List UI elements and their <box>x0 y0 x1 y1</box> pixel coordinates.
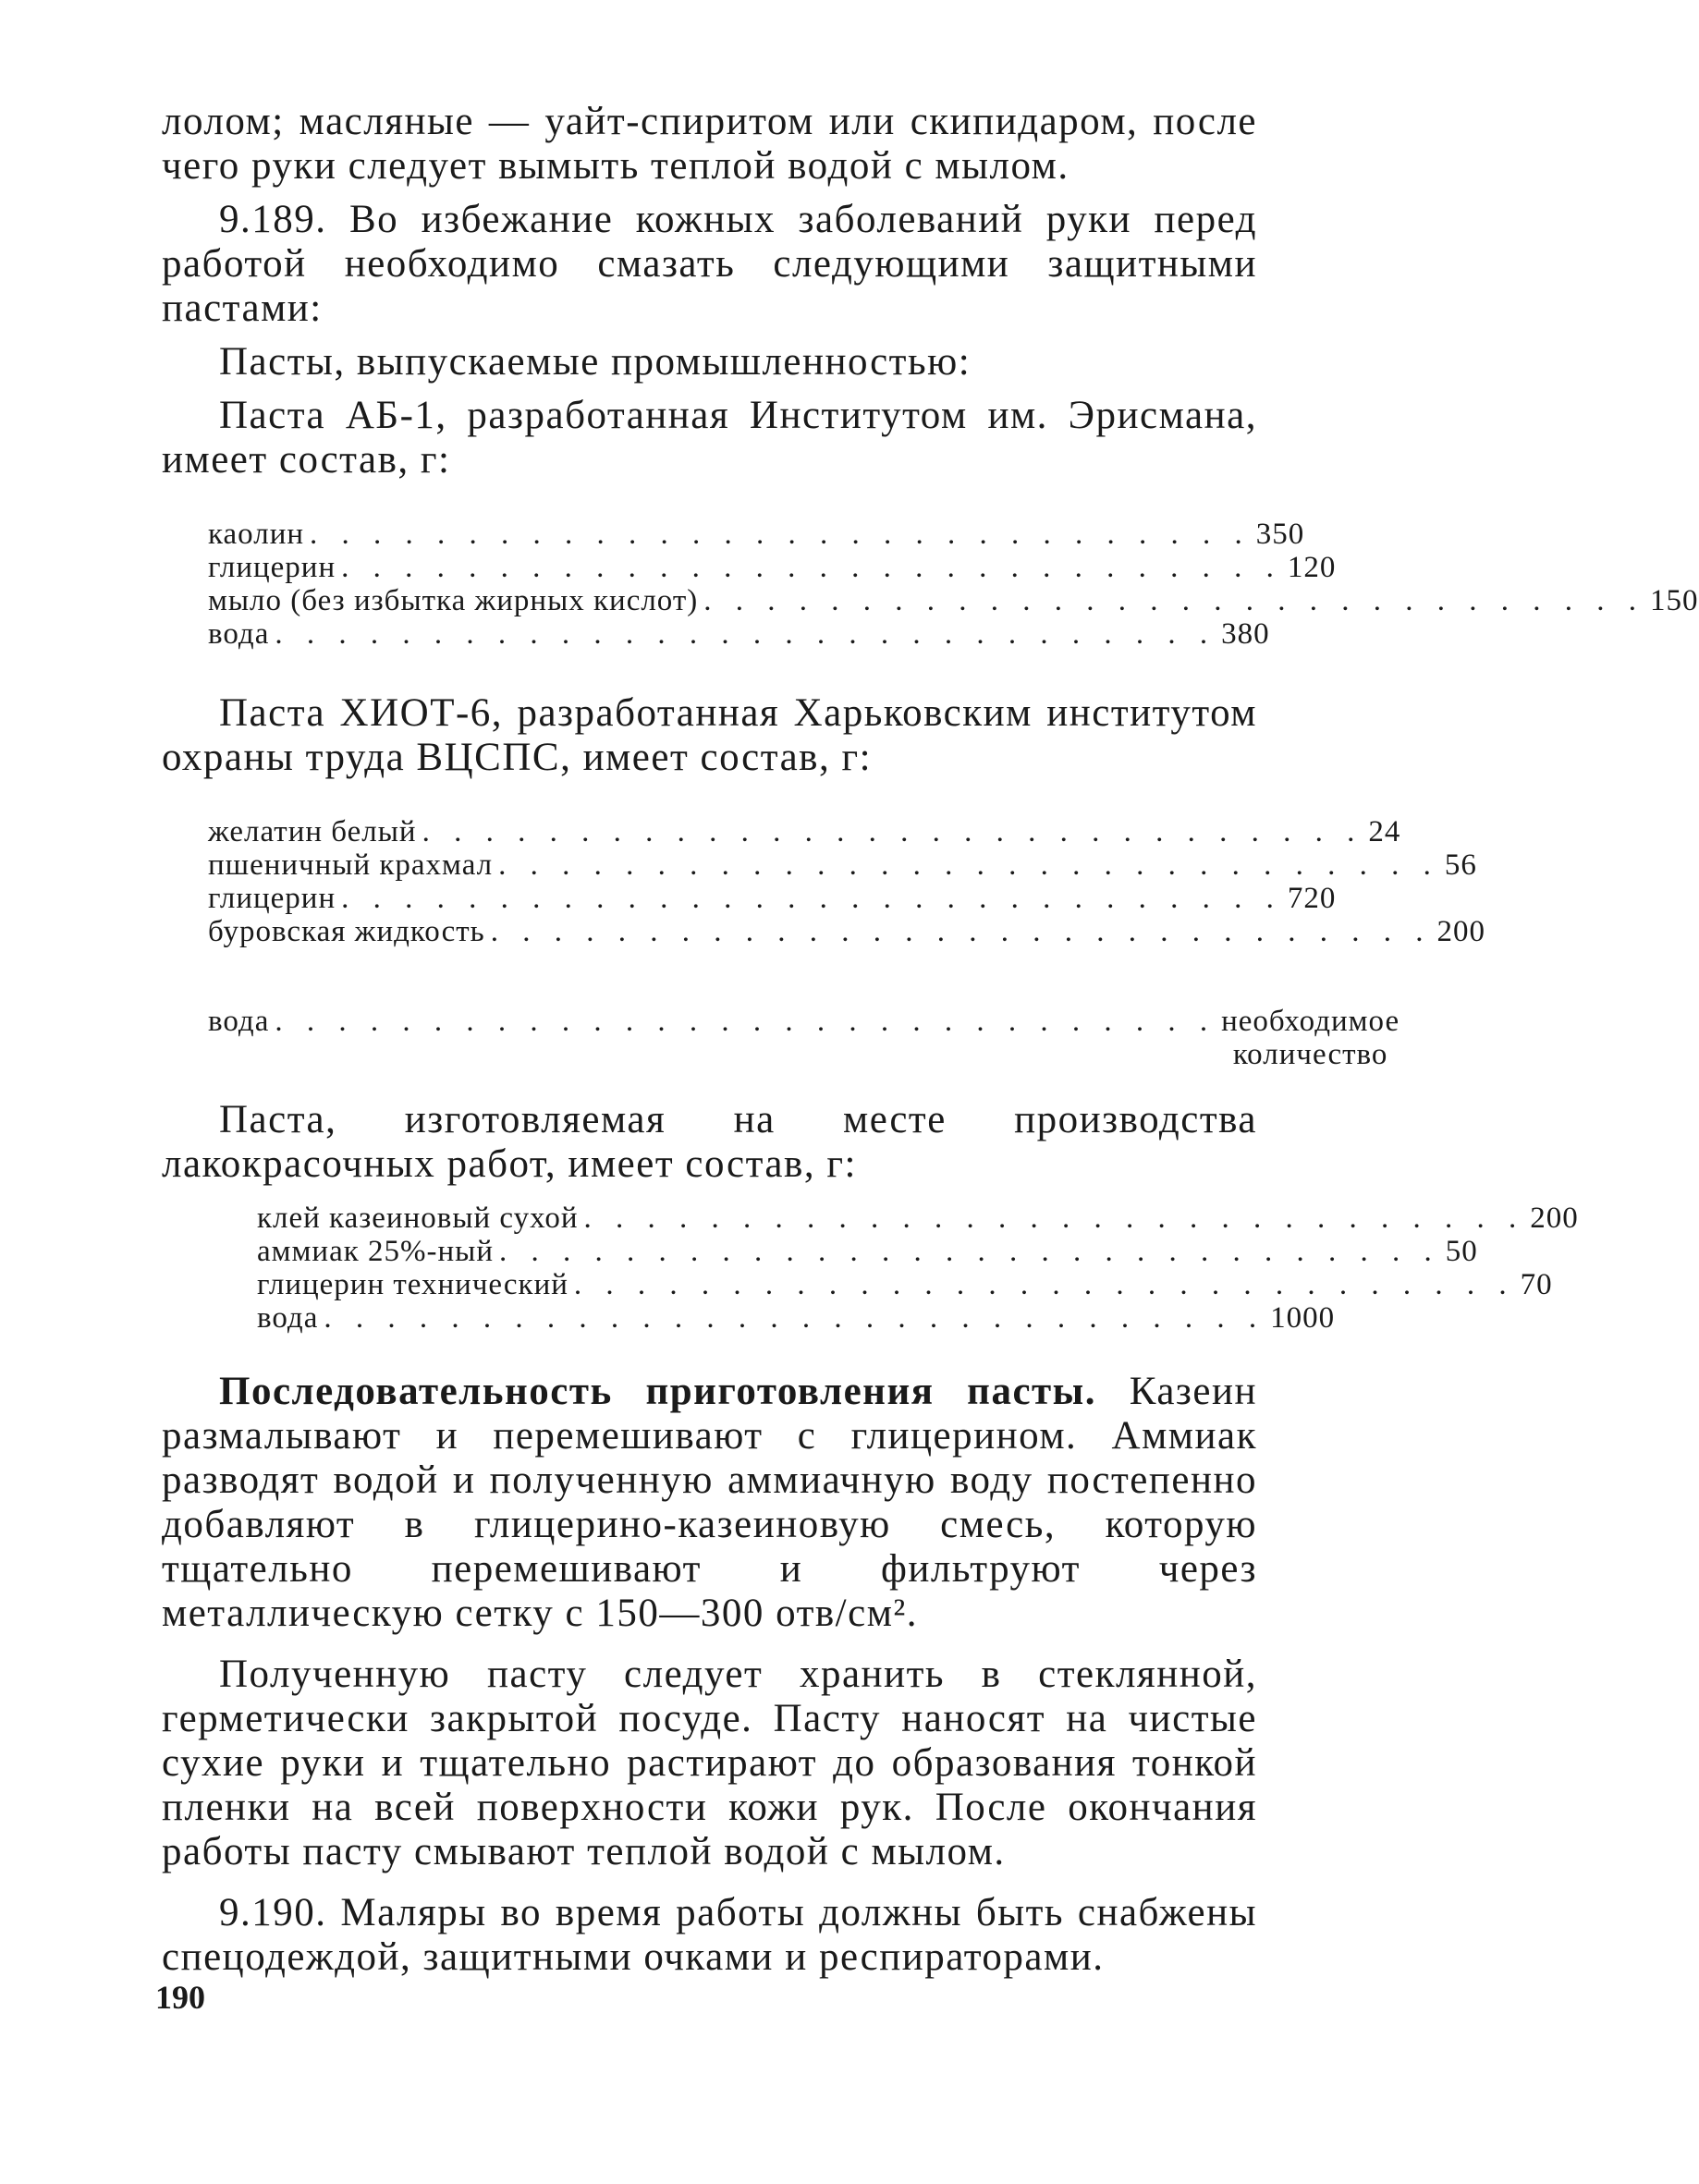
ingredient-amount: 150 <box>1650 584 1699 617</box>
ingredient-name: глицерин <box>208 551 336 584</box>
table-row <box>208 551 1337 584</box>
ingredient-name: глицерин технический <box>257 1268 568 1301</box>
ingredient-amount: 70 <box>1520 1268 1553 1301</box>
ingredient-name: глицерин <box>208 882 336 915</box>
paragraph-paste-ab1: Паста АБ-1, разработанная Институтом им. Эрисмана, имеет состав, г: <box>162 394 1257 482</box>
leader-dots: . . . . . . . . . . . . . . . . . . . . . . . . . . . . . . <box>324 1301 1265 1335</box>
table-row <box>208 815 1401 848</box>
paragraph-paste-hiot6: Паста ХИОТ-6, разработанная Харьковским институтом охраны труда ВЦСПС, имеет состав, г: <box>162 691 1257 779</box>
ingredient-name: вода <box>257 1301 319 1335</box>
leader-dots: . . . . . . . . . . . . . . . . . . . . . . . . . . . . . . <box>422 815 1363 848</box>
paragraph-paste-local: Паста, изготовляемая на месте производства лакокрасочных работ, имеет состав, г: <box>162 1098 1257 1186</box>
amount-line-1: необходимое <box>1221 1005 1400 1038</box>
ingredient-name: вода <box>208 617 270 651</box>
ingredient-amount: 350 <box>1255 518 1305 551</box>
ingredient-amount: 1000 <box>1270 1301 1336 1335</box>
text-block-top <box>162 100 1257 482</box>
ingredient-amount <box>1221 1005 1400 1071</box>
leader-dots: . . . . . . . . . . . . . . . . . . . . . . . . . . . . . . <box>341 882 1282 915</box>
ingredient-name: вода <box>208 1005 270 1038</box>
table-row <box>208 882 1337 915</box>
page-number: 190 <box>155 1979 205 2016</box>
leader-dots: . . . . . . . . . . . . . . . . . . . . . . . . . . . . . . <box>573 1268 1515 1301</box>
leader-dots: . . . . . . . . . . . . . . . . . . . . . . . . . . . . . . <box>341 551 1282 584</box>
composition-table-ab1 <box>208 518 1699 651</box>
ingredient-name: мыло (без избытка жирных кислот) <box>208 584 699 617</box>
leader-dots: . . . . . . . . . . . . . . . . . . . . . . . . . . . . . . <box>498 848 1439 882</box>
water-row-block <box>208 1005 1400 1071</box>
text-block-local <box>162 1098 1257 1187</box>
paragraph-industrial-pastes: Пасты, выпускаемые промышленностью: <box>219 340 972 384</box>
paragraph-preparation <box>162 1370 1257 1636</box>
table-row <box>208 915 1485 948</box>
table-row <box>257 1268 1553 1301</box>
preparation-text: Казеин размалывают и перемешивают с глицерином. Аммиак разводят водой и полученную аммиачную воду постепенно добавляют в глицерино-казеиновую смесь, которую тщательно перемешивают и фильтруют через металлическую сетку с 150—300 отв/см². <box>162 1370 1257 1635</box>
leader-dots: . . . . . . . . . . . . . . . . . . . . . . . . . . . . . . <box>703 584 1645 617</box>
paragraph-storage: Полученную пасту следует хранить в стеклянной, герметически закрытой посуде. Пасту наносят на чистые сухие руки и тщательно растирают до образования тонкой пленки на всей поверхности кожи рук. После окончания работы пасту смывают теплой водой с мылом. <box>162 1653 1257 1873</box>
leader-dots: . . . . . . . . . . . . . . . . . . . . . . . . . . . . . . <box>310 518 1251 551</box>
ingredient-amount: 50 <box>1445 1235 1478 1268</box>
ingredient-name: клей казеиновый сухой <box>257 1202 579 1235</box>
leader-dots: . . . . . . . . . . . . . . . . . . . . . . . . . . . . . . <box>498 1235 1440 1268</box>
text-block-bottom <box>162 1370 1257 1980</box>
ingredient-name: буровская жидкость <box>208 915 485 948</box>
ingredient-name: желатин белый <box>208 815 417 848</box>
ingredient-amount: 200 <box>1436 915 1485 948</box>
ingredient-name: аммиак 25%-ный <box>257 1235 494 1268</box>
ingredient-amount: 56 <box>1444 848 1477 882</box>
ingredient-amount: 200 <box>1530 1202 1579 1235</box>
table-row <box>208 848 1477 882</box>
table-row <box>208 1005 1400 1071</box>
paragraph-9-190: 9.190. Маляры во время работы должны быть снабжены спецодеждой, защитными очками и респираторами. <box>162 1891 1257 1979</box>
table-row <box>208 617 1270 651</box>
table-row <box>208 518 1305 551</box>
ingredient-amount: 380 <box>1221 617 1270 651</box>
paragraph-9-189: 9.189. Во избежание кожных заболеваний руки перед работой необходимо смазать следующими защитными пастами: <box>162 198 1257 330</box>
table-row <box>257 1301 1336 1335</box>
ingredient-name: пшеничный крахмал <box>208 848 494 882</box>
composition-table-local <box>257 1202 1579 1335</box>
leader-dots: . . . . . . . . . . . . . . . . . . . . . . . . . . . . . . <box>490 915 1432 948</box>
ingredient-amount: 720 <box>1287 882 1337 915</box>
composition-table-hiot6 <box>208 815 1485 948</box>
leader-dots: . . . . . . . . . . . . . . . . . . . . . . . . . . . . . . <box>275 1005 1216 1038</box>
ingredient-amount: 24 <box>1368 815 1401 848</box>
ingredient-amount: 120 <box>1287 551 1337 584</box>
leader-dots: . . . . . . . . . . . . . . . . . . . . . . . . . . . . . . <box>275 617 1216 651</box>
amount-line-2: количество <box>1232 1038 1388 1071</box>
preparation-heading: Последовательность приготовления пасты. <box>219 1370 1096 1413</box>
leader-dots: . . . . . . . . . . . . . . . . . . . . . . . . . . . . . . <box>583 1202 1525 1235</box>
table-row <box>208 584 1699 617</box>
table-row <box>257 1235 1478 1268</box>
table-row <box>257 1202 1579 1235</box>
text-block-hiot <box>162 691 1257 780</box>
ingredient-name: каолин <box>208 518 305 551</box>
paragraph-continuation: лолом; масляные — уайт-спиритом или скипидаром, после чего руки следует вымыть теплой водой с мылом. <box>162 100 1257 188</box>
